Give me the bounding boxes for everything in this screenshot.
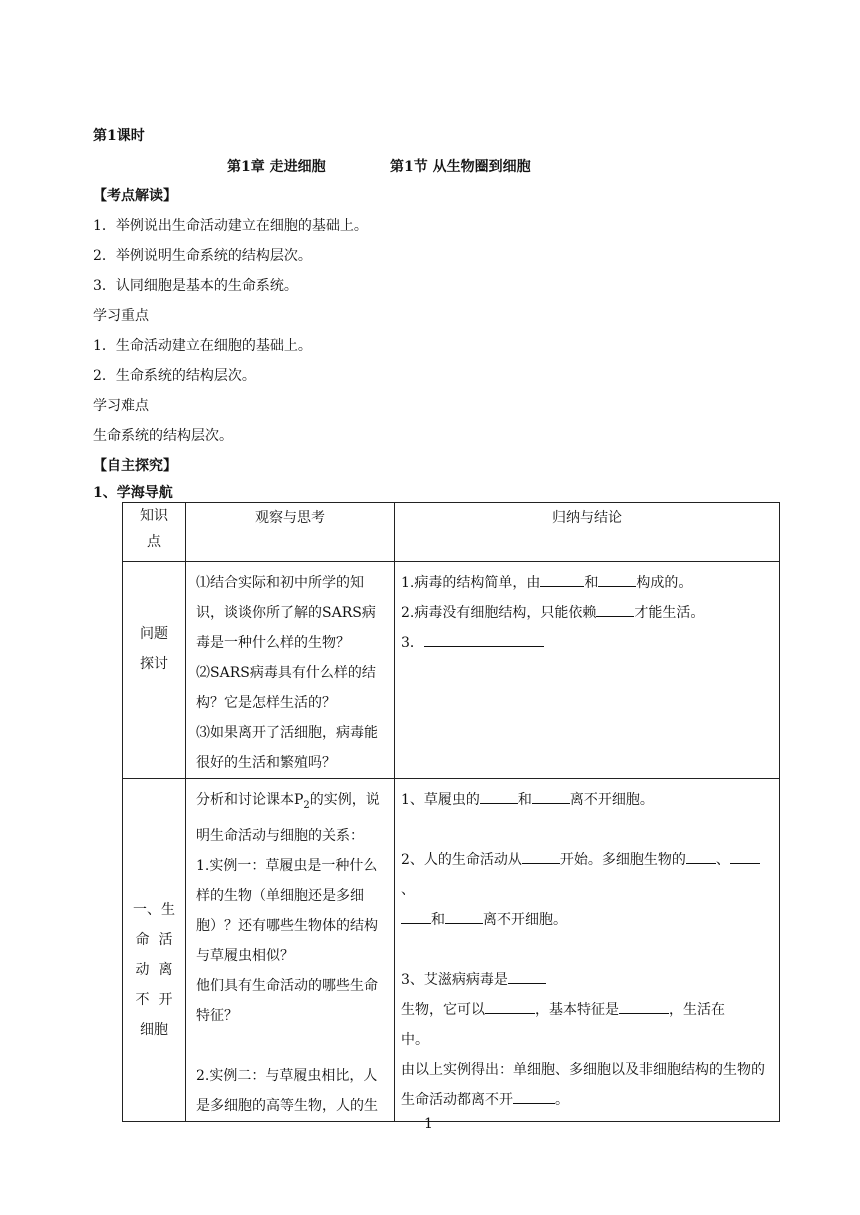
conclusion-cell xyxy=(395,779,780,1122)
learning-table xyxy=(122,502,780,1122)
answer-text: 2.病毒没有细胞结构，只能依赖 xyxy=(401,605,597,621)
row-label-line: 命 活 xyxy=(135,931,173,948)
row-label-line: 不 开 xyxy=(135,991,173,1008)
zhongdian-item: 2．生命系统的结构层次。 xyxy=(93,368,256,384)
row-label xyxy=(123,562,186,779)
fill-blank[interactable] xyxy=(445,909,483,924)
answer-line xyxy=(401,568,771,598)
answer-text: 才能生活。 xyxy=(634,605,705,621)
answer-line xyxy=(401,598,771,628)
example-text: 1.实例一：草履虫是一种什么样的生物（单细胞还是多细胞）？还有哪些生物体的结构与草履虫相似？ xyxy=(196,857,378,964)
header-col1-line: 点 xyxy=(147,534,161,550)
fill-blank[interactable] xyxy=(686,849,716,864)
answer-line xyxy=(401,845,773,905)
xuehai-heading: 1、学海导航 xyxy=(93,485,173,501)
question-text: ⑵SARS病毒具有什么样的结构？它是怎样生活的？ xyxy=(196,665,376,711)
example-text: 他们具有生命活动的哪些生命特征？ xyxy=(196,977,378,1024)
answer-text: 和 xyxy=(517,792,532,808)
chapter-title: 第1章 走进细胞 xyxy=(227,159,326,175)
zhongdian-heading: 学习重点 xyxy=(93,308,149,324)
kaodian-item: 1．举例说出生命活动建立在细胞的基础上。 xyxy=(93,218,368,234)
answer-text: 构成的。 xyxy=(636,575,693,591)
row-label-line: 问题 xyxy=(140,626,168,642)
page-number: 1 xyxy=(424,1116,433,1132)
question-text: ⑶如果离开了活细胞，病毒能很好的生活和繁殖吗？ xyxy=(196,725,378,771)
answer-line xyxy=(401,995,773,1025)
fill-blank[interactable] xyxy=(485,999,535,1014)
fill-blank[interactable] xyxy=(424,632,544,647)
kaodian-item: 2．举例说明生命系统的结构层次。 xyxy=(93,248,312,264)
answer-text: 开始。多细胞生物的 xyxy=(559,852,686,868)
example-text: 2.实例二：与草履虫相比，人是多细胞的高等生物，人的生 xyxy=(196,1067,378,1114)
table-header-row xyxy=(123,503,780,562)
answer-line: 中。 xyxy=(401,1032,429,1048)
section-title: 第1节 从生物圈到细胞 xyxy=(390,159,531,175)
row-label-line: 动 离 xyxy=(135,961,173,978)
kaodian-heading: 【考点解读】 xyxy=(93,188,177,204)
row-label-line: 细胞 xyxy=(140,1021,168,1038)
fill-blank[interactable] xyxy=(540,572,584,587)
answer-text: 1、草履虫的 xyxy=(401,792,480,808)
header-conclusion: 归纳与结论 xyxy=(395,503,780,562)
row-label-line: 一、生 xyxy=(133,901,175,918)
answer-line xyxy=(401,965,773,995)
answer-line xyxy=(401,785,773,815)
fill-blank[interactable] xyxy=(401,909,431,924)
zhongdian-item: 1．生命活动建立在细胞的基础上。 xyxy=(93,338,312,354)
answer-text: 3、艾滋病病毒是 xyxy=(401,972,508,988)
table-row xyxy=(123,779,780,1122)
zizhu-heading: 【自主探究】 xyxy=(93,458,177,474)
answer-text: 离不开细胞。 xyxy=(483,912,567,928)
fill-blank[interactable] xyxy=(596,602,634,617)
fill-blank[interactable] xyxy=(532,789,570,804)
table-row xyxy=(123,562,780,779)
answer-text: 、 xyxy=(715,852,730,868)
fill-blank[interactable] xyxy=(508,969,546,984)
answer-line xyxy=(401,1055,773,1115)
row-label-line: 探讨 xyxy=(140,656,168,672)
fill-blank[interactable] xyxy=(619,999,669,1014)
lesson-label: 第1课时 xyxy=(93,128,145,144)
answer-line xyxy=(401,628,771,658)
conclusion-cell xyxy=(395,562,780,779)
nandian-heading: 学习难点 xyxy=(93,398,149,414)
answer-text: 、 xyxy=(401,882,415,898)
header-knowledge-point xyxy=(123,503,186,562)
answer-text: 。 xyxy=(555,1092,569,1108)
nandian-text: 生命系统的结构层次。 xyxy=(93,428,233,444)
intro-part: 分析和讨论课本P xyxy=(196,792,304,808)
answer-line xyxy=(401,905,773,935)
fill-blank[interactable] xyxy=(513,1089,555,1104)
answer-text: ，基本特征是 xyxy=(535,1002,619,1018)
answer-text: 2、人的生命活动从 xyxy=(401,852,522,868)
question-text: ⑴结合实际和初中所学的知识，谈谈你所了解的SARS病毒是一种什么样的生物？ xyxy=(196,575,376,651)
answer-text: 和 xyxy=(584,575,599,591)
answer-text: ，生活在 xyxy=(669,1002,725,1018)
row-label xyxy=(123,779,186,1122)
answer-text: 1.病毒的结构简单，由 xyxy=(401,575,541,591)
intro-part: 的实例，说明生命活动与细胞的关系： xyxy=(196,792,380,844)
fill-blank[interactable] xyxy=(730,849,760,864)
fill-blank[interactable] xyxy=(522,849,560,864)
page-subscript: 2 xyxy=(303,799,310,811)
kaodian-item: 3．认同细胞是基本的生命系统。 xyxy=(93,278,298,294)
answer-text: 3． xyxy=(401,635,424,651)
answer-text: 生物，它可以 xyxy=(401,1002,485,1018)
intro-text xyxy=(196,785,386,851)
answer-text: 和 xyxy=(431,912,445,928)
fill-blank[interactable] xyxy=(598,572,636,587)
observe-cell xyxy=(186,779,395,1122)
header-observe: 观察与思考 xyxy=(186,503,395,562)
answer-text: 离不开细胞。 xyxy=(569,792,654,808)
fill-blank[interactable] xyxy=(480,789,518,804)
observe-cell xyxy=(186,562,395,779)
answer-text: 由以上实例得出：单细胞、多细胞以及非细胞结构的生物的生命活动都离不开 xyxy=(401,1062,765,1108)
header-col1-line: 知识 xyxy=(140,508,168,524)
